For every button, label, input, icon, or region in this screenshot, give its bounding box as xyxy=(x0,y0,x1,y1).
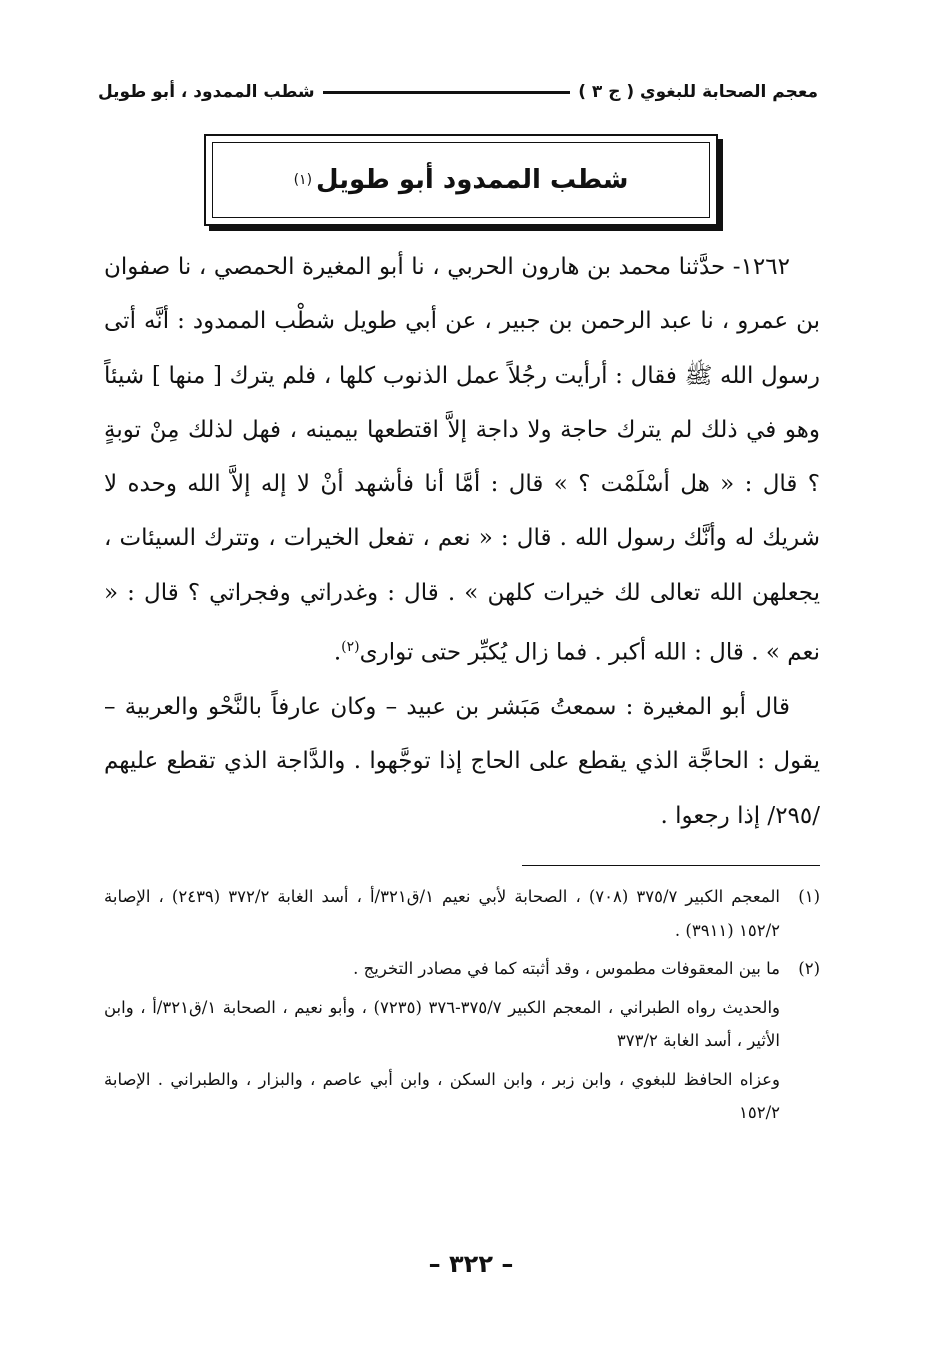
main-text xyxy=(104,240,820,843)
footnote-1 xyxy=(104,880,820,947)
page-number: – ٣٢٢ – xyxy=(428,1250,514,1278)
footnote-2 xyxy=(104,952,820,986)
footnote-2-continuation-2 xyxy=(104,1063,820,1130)
running-header xyxy=(98,78,818,106)
footnote-2-continuation-1 xyxy=(104,991,820,1058)
footnotes xyxy=(104,880,820,1135)
hadith-text: ١٢٦٢- حدَّثنا محمد بن هارون الحربي ، نا أبو المغيرة الحمصي ، نا صفوان بن عمرو ، نا عبد الرحمن بن جبير ، عن أبي طويل شطْب الممدود : أنَّه أتى رسول الله ﷺ فقال : أرأيت رجُلاً عمل الذنوب كلها ، فلم يترك [ منها ] شيئاً وهو في ذلك لم يترك حاجة ولا داجة إلاَّ اقتطعها بيمينه ، فهل لذلك مِنْ توبةٍ ؟ قال : « هل أسْلَمْت ؟ » قال : أمَّا أنا فأشهد أنْ لا إله إلاَّ الله وحده لا شريك له وأنَّك رسول الله . قال : « نعم ، تفعل الخيرات ، وتترك السيئات ، يجعلهن الله تعالى لك خيرات كلهن » . قال : وغدراتي وفجراتي ؟ قال : « نعم » . قال : الله أكبر . فما زال يُكبِّر حتى توارى xyxy=(104,254,820,666)
footnote-number: (٢) xyxy=(798,959,820,978)
footnote-number: (١) xyxy=(798,887,820,906)
hadith-paragraph: ١٢٦٢- حدَّثنا محمد بن هارون الحربي ، نا أبو المغيرة الحمصي ، نا صفوان بن عمرو ، نا عبد الرحمن بن جبير ، عن أبي طويل شطْب الممدود : أنَّه أتى رسول الله ﷺ فقال : أرأيت رجُلاً عمل الذنوب كلها ، فلم يترك [ منها ] شيئاً وهو في ذلك لم يترك حاجة ولا داجة إلاَّ اقتطعها بيمينه ، فهل لذلك مِنْ توبةٍ ؟ قال : « هل أسْلَمْت ؟ » قال : أمَّا أنا فأشهد أنْ لا إله إلاَّ الله وحده لا شريك له وأنَّك رسول الله . قال : « نعم ، تفعل الخيرات ، وتترك السيئات ، يجعلهن الله تعالى لك خيرات كلهن » . قال : وغدراتي وفجراتي ؟ قال : « نعم » . قال : الله أكبر . فما زال يُكبِّر حتى توارى$^{(٢)}$. xyxy=(104,254,820,666)
footnote-text: المعجم الكبير ٣٧٥/٧ (٧٠٨) ، الصحابة لأبي نعيم ١/ق٣٢١/أ ، أسد الغابة ٣٧٢/٢ (٢٤٣٩) ، الإصابة ١٥٢/٢ (٣٩١١) . xyxy=(104,887,781,940)
section-title-text: شطب الممدود أبو طويل xyxy=(316,165,629,195)
title-footnote-ref: (١) xyxy=(293,172,313,188)
header-rule xyxy=(323,91,571,94)
footnote-text: والحديث رواه الطبراني ، المعجم الكبير ٣٧٥/٧-٣٧٦ (٧٢٣٥) ، وأبو نعيم ، الصحابة ١/ق٣٢١/أ ، وابن الأثير ، أسد الغابة ٣٧٣/٢ xyxy=(104,997,781,1050)
footnote-separator xyxy=(522,865,820,866)
footnote-ref-2: (٢) xyxy=(341,639,360,656)
commentary-paragraph: قال أبو المغيرة : سمعتُ مَبَشر بن عبيد – وكان عارفاً بالنَّحْو والعربية – يقول : الحاجَّة الذي يقطع على الحاج إذا توجَّهوا . والدَّاجة الذي تقطع عليهم /٢٩٥/ إذا رجعوا . xyxy=(104,694,820,829)
footnote-text: وعزاه الحافظ للبغوي ، وابن زبر ، وابن السكن ، وابن أبي عاصم ، والبزار ، والطبراني . الإصابة ١٥٢/٢ xyxy=(104,1069,780,1122)
section-title xyxy=(212,142,710,218)
header-section: شطب الممدود ، أبو طويل xyxy=(98,82,315,102)
section-title-box xyxy=(204,134,718,226)
footnote-text: ما بين المعقوفات مطموس ، وقد أثبته كما في مصادر التخريج . xyxy=(353,959,780,978)
header-book-title: معجم الصحابة للبغوي ( ج ٣ ) xyxy=(578,82,818,102)
